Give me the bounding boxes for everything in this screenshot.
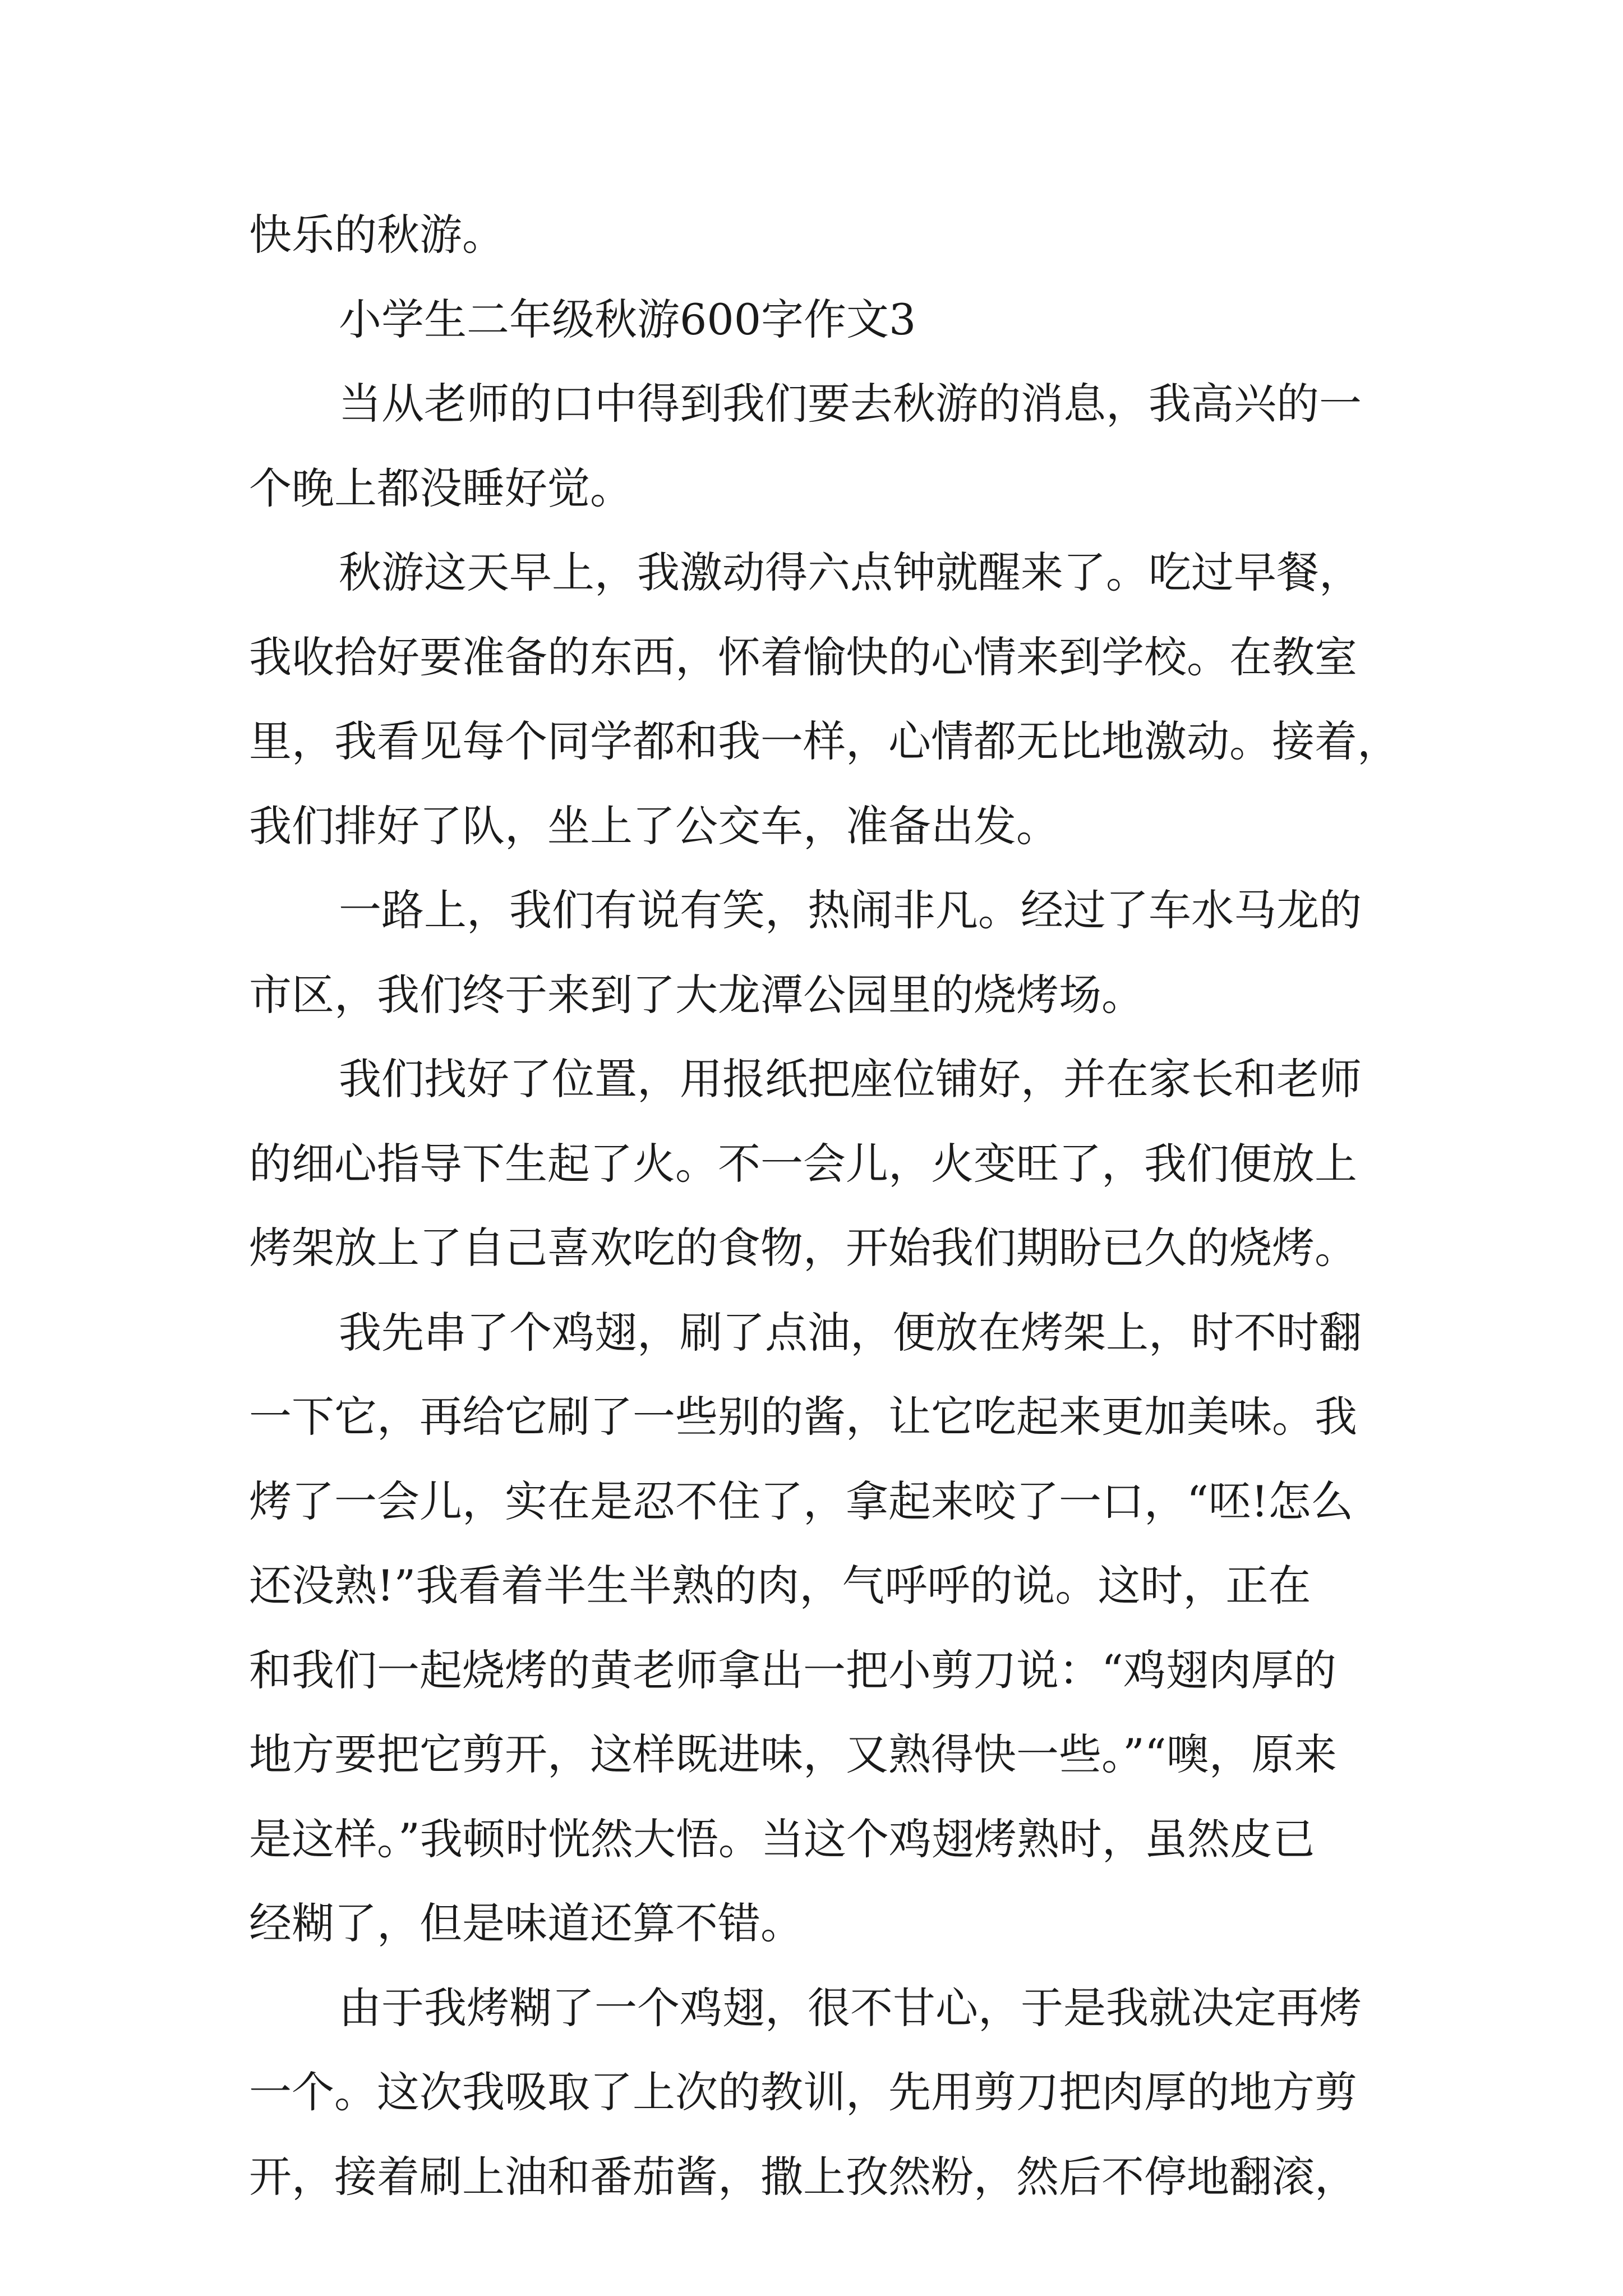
text-line: 秋游这天早上，我激动得六点钟就醒来了。吃过早餐， [339, 547, 1362, 597]
text-line: 我先串了个鸡翅，刷了点油，便放在烤架上，时不时翻 [339, 1307, 1362, 1358]
text-line: 还没熟!”我看着半生半熟的肉，气呼呼的说。这时，正在 [249, 1561, 1311, 1611]
text-line: 我收拾好要准备的东西，怀着愉快的心情来到学校。在教室 [249, 632, 1357, 682]
text-line: 经糊了，但是味道还算不错。 [249, 1898, 803, 1948]
text-line: 快乐的秋游。 [249, 210, 505, 260]
text-line: 一路上，我们有说有笑，热闹非凡。经过了车水马龙的 [339, 885, 1362, 935]
body-text [249, 193, 1400, 2219]
text-line: 由于我烤糊了一个鸡翅，很不甘心，于是我就决定再烤 [339, 1982, 1362, 2033]
text-line: 当从老师的口中得到我们要去秋游的消息，我高兴的一 [339, 379, 1362, 429]
text-line: 的细心指导下生起了火。不一会儿，火变旺了，我们便放上 [249, 1138, 1357, 1189]
text-line: 里，我看见每个同学都和我一样，心情都无比地激动。接着， [249, 716, 1400, 766]
text-line: 个晚上都没睡好觉。 [249, 463, 633, 513]
text-line: 市区，我们终于来到了大龙潭公园里的烧烤场。 [249, 969, 1144, 1020]
section-heading: 小学生二年级秋游600字作文3 [339, 294, 916, 344]
text-line: 烤架放上了自己喜欢吃的食物，开始我们期盼已久的烧烤。 [249, 1223, 1357, 1273]
text-line: 一下它，再给它刷了一些别的酱，让它吃起来更加美味。我 [249, 1392, 1357, 1442]
text-line: 我们排好了队，坐上了公交车，准备出发。 [249, 800, 1059, 851]
text-line: 是这样。”我顿时恍然大悟。当这个鸡翅烤熟时，虽然皮已 [249, 1814, 1315, 1864]
text-line: 地方要把它剪开，这样既进味，又熟得快一些。”“噢，原来 [249, 1729, 1337, 1779]
text-line: 一个。这次我吸取了上次的教训，先用剪刀把肉厚的地方剪 [249, 2067, 1357, 2117]
text-line: 烤了一会儿，实在是忍不住了，拿起来咬了一口，“呸!怎么 [249, 1476, 1354, 1526]
text-line: 和我们一起烧烤的黄老师拿出一把小剪刀说：“鸡翅肉厚的 [249, 1645, 1336, 1695]
text-line: 开，接着刷上油和番茄酱，撒上孜然粉，然后不停地翻滚， [249, 2151, 1357, 2202]
text-line: 我们找好了位置，用报纸把座位铺好，并在家长和老师 [339, 1054, 1362, 1104]
